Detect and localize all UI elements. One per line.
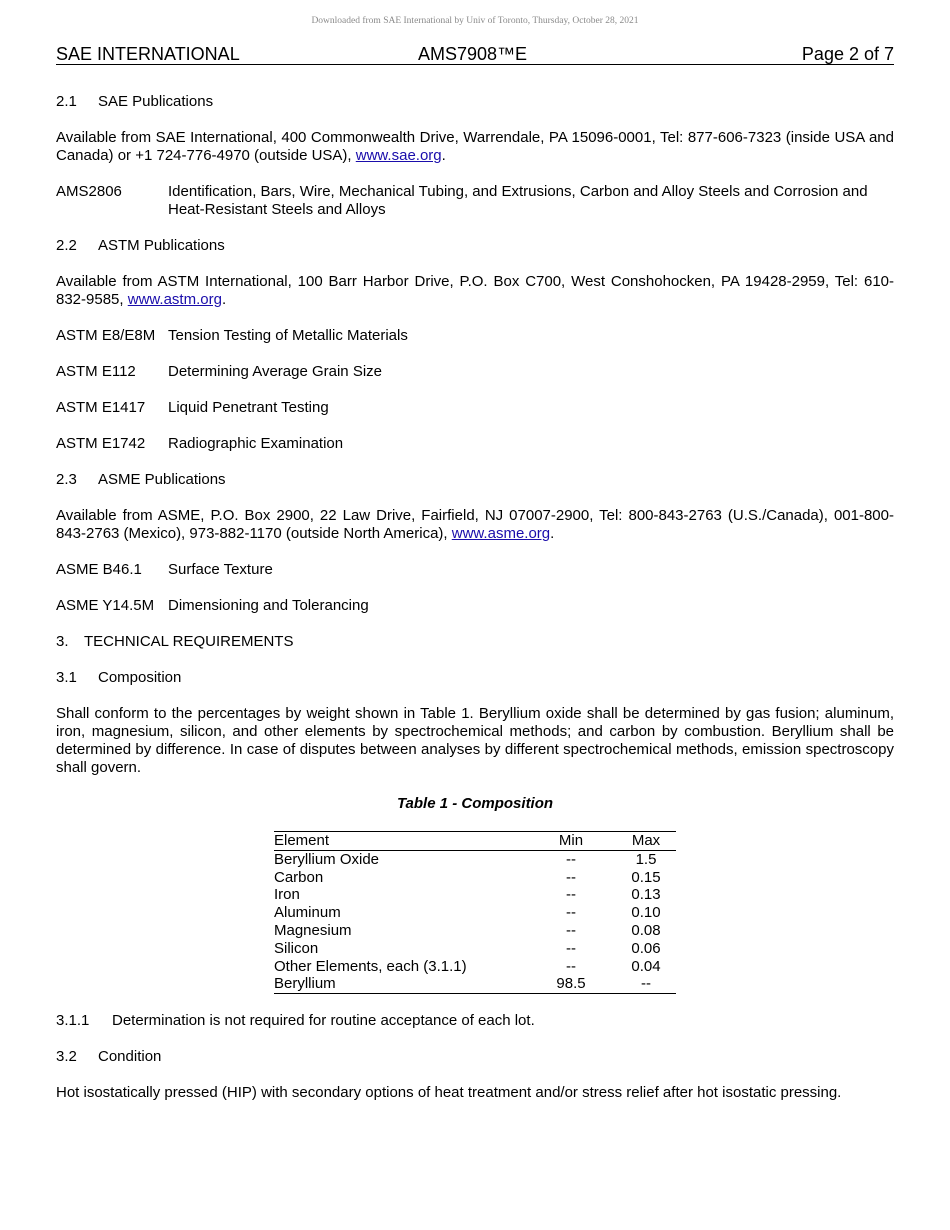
- asme-website-link[interactable]: www.asme.org: [451, 525, 551, 542]
- table-row: [274, 922, 676, 940]
- astm-availability-paragraph: [56, 273, 894, 309]
- cell-element: Aluminum: [274, 904, 341, 922]
- section-number: 2.1: [56, 93, 77, 110]
- cell-element: Other Elements, each (3.1.1): [274, 957, 467, 975]
- download-watermark: Downloaded from SAE International by Univ of Toronto, Thursday, October 28, 2021: [311, 16, 639, 26]
- reference-code: ASME Y14.5M: [56, 597, 155, 614]
- section-3-1-1: [56, 1012, 894, 1030]
- reference-title: Tension Testing of Metallic Materials: [168, 327, 408, 344]
- reference-title: Identification, Bars, Wire, Mechanical Tubing, and Extrusions, Carbon and Alloy Steels and Corrosion and Heat-Resistant Steels and Alloys: [168, 183, 868, 218]
- table-row: [274, 975, 676, 993]
- cell-element: Silicon: [274, 939, 319, 957]
- cell-min: --: [566, 957, 576, 975]
- header-doc-number: AMS7908™E: [418, 44, 528, 64]
- column-header-max: Max: [616, 832, 676, 851]
- table-row: [274, 886, 676, 904]
- table-row: [274, 869, 676, 887]
- section-2-2-heading: [56, 237, 894, 255]
- table-row: [274, 940, 676, 958]
- table-header-row: [274, 832, 676, 851]
- reference-code: ASTM E1742: [56, 435, 146, 452]
- reference-item: [56, 597, 894, 615]
- cell-min: --: [566, 886, 576, 904]
- period: .: [550, 525, 555, 542]
- reference-code: ASTM E1417: [56, 399, 146, 416]
- cell-max: 0.10: [631, 904, 661, 922]
- composition-table: [274, 831, 676, 994]
- availability-text: Available from ASTM International, 100 Barr Harbor Drive, P.O. Box C700, West Conshohocken, PA 19428-2959, Tel: 610-832-9585,: [56, 273, 894, 308]
- section-title: ASME Publications: [98, 471, 226, 488]
- cell-element: Iron: [274, 886, 300, 904]
- sae-website-link[interactable]: www.sae.org: [355, 147, 442, 164]
- condition-paragraph: Hot isostatically pressed (HIP) with secondary options of heat treatment and/or stress relief after hot isostatic pressing.: [56, 1084, 842, 1102]
- cell-max: 1.5: [635, 850, 657, 868]
- table-row: [274, 958, 676, 976]
- section-3-2-heading: [56, 1048, 894, 1066]
- cell-max: 0.13: [631, 886, 661, 904]
- reference-item: [56, 399, 894, 417]
- cell-max: 0.06: [631, 939, 661, 957]
- section-title: SAE Publications: [98, 93, 214, 110]
- table-title: Table 1 - Composition: [396, 795, 554, 812]
- section-number: 3.1.1: [56, 1012, 90, 1030]
- period: .: [221, 291, 227, 308]
- table-row: [274, 850, 676, 868]
- sae-availability-paragraph: [56, 129, 894, 165]
- cell-max: 0.08: [631, 921, 661, 939]
- section-number: 3.2: [56, 1048, 77, 1066]
- reference-code: ASTM E8/E8M: [56, 327, 156, 344]
- section-title: ASTM Publications: [98, 237, 225, 254]
- availability-text: Available from SAE International, 400 Commonwealth Drive, Warrendale, PA 15096-0001, Tel: 877-606-7323 (inside USA and Canada) or +1 724-776-4970 (outside USA),: [56, 129, 894, 164]
- cell-min: --: [566, 850, 576, 868]
- cell-min: --: [566, 868, 576, 886]
- cell-min: --: [566, 904, 576, 922]
- section-title: Composition: [98, 669, 182, 686]
- astm-website-link[interactable]: www.astm.org: [127, 291, 222, 308]
- reference-code: AMS2806: [56, 183, 122, 200]
- section-number: 2.3: [56, 471, 77, 488]
- reference-title: Liquid Penetrant Testing: [168, 399, 329, 416]
- column-header-min: Min: [526, 832, 616, 851]
- reference-title: Radiographic Examination: [168, 435, 344, 452]
- reference-title: Surface Texture: [168, 561, 273, 578]
- section-title: TECHNICAL REQUIREMENTS: [84, 633, 294, 650]
- cell-element: Beryllium Oxide: [274, 850, 380, 868]
- section-title: Condition: [98, 1048, 162, 1066]
- column-header-element: Element: [274, 832, 526, 851]
- cell-max: --: [616, 975, 676, 993]
- reference-item: [56, 327, 894, 345]
- cell-max: 0.04: [631, 957, 661, 975]
- asme-availability-paragraph: [56, 507, 894, 543]
- reference-title: Dimensioning and Tolerancing: [168, 597, 369, 614]
- period: .: [441, 147, 446, 164]
- cell-element: Carbon: [274, 868, 324, 886]
- composition-paragraph: Shall conform to the percentages by weight shown in Table 1. Beryllium oxide shall be determined by gas fusion; aluminum, iron, magnesium, silicon, and other elements by spectrochemical methods; and carbon by combustion. Beryllium shall be determined by difference. In case of disputes between analyses by different spectrochemical methods, emission spectroscopy shall govern.: [56, 705, 894, 776]
- section-number: 2.2: [56, 237, 77, 254]
- reference-item: [56, 435, 894, 453]
- reference-code: ASTM E112: [56, 363, 136, 380]
- page-header: [56, 44, 894, 65]
- section-number: 3.1: [56, 669, 77, 686]
- header-page-number: Page 2 of 7: [801, 44, 894, 64]
- section-3-heading: [56, 633, 894, 651]
- section-2-1-heading: [56, 93, 894, 111]
- section-3-1-heading: [56, 669, 894, 687]
- cell-min: 98.5: [526, 975, 616, 993]
- reference-title: Determining Average Grain Size: [168, 363, 382, 380]
- cell-min: --: [566, 939, 576, 957]
- cell-element: Beryllium: [274, 975, 526, 993]
- section-text: Determination is not required for routine acceptance of each lot.: [112, 1012, 535, 1030]
- section-2-3-heading: [56, 471, 894, 489]
- header-org: SAE INTERNATIONAL: [56, 44, 240, 64]
- table-row: [274, 904, 676, 922]
- reference-code: ASME B46.1: [56, 561, 142, 578]
- reference-item: [56, 561, 894, 579]
- section-number: 3.: [56, 633, 69, 650]
- cell-element: Magnesium: [274, 921, 352, 939]
- cell-max: 0.15: [631, 868, 661, 886]
- reference-item: [56, 363, 894, 381]
- document-body: [56, 93, 894, 1120]
- cell-min: --: [566, 921, 576, 939]
- reference-item: [56, 183, 894, 219]
- availability-text: Available from ASME, P.O. Box 2900, 22 Law Drive, Fairfield, NJ 07007-2900, Tel: 800-843-2763 (U.S./Canada), 001-800-843-2763 (Mexico), 973-882-1170 (outside North America),: [56, 507, 894, 542]
